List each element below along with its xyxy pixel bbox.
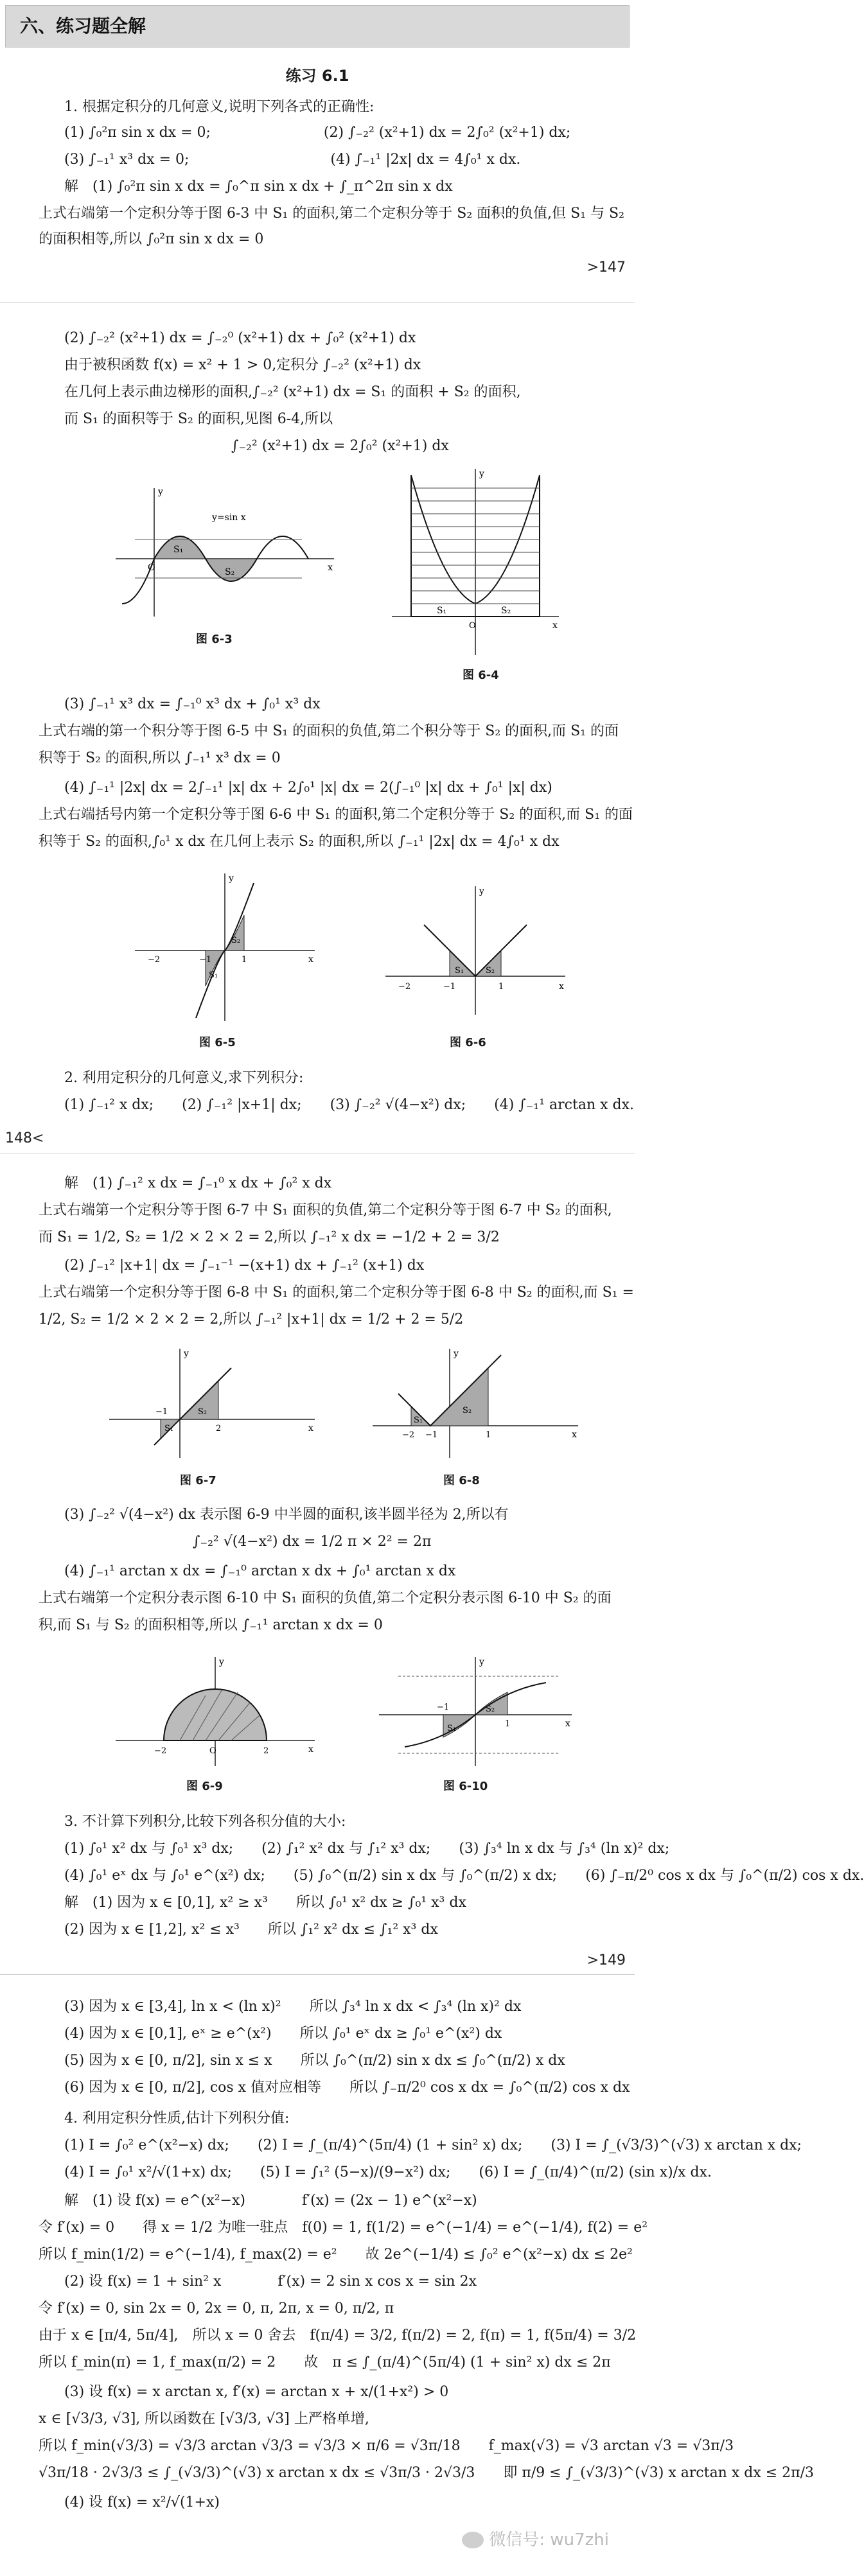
svg-text:S₁: S₁	[437, 606, 447, 616]
svg-text:2: 2	[216, 1424, 222, 1433]
svg-text:1: 1	[486, 1430, 491, 1440]
q1-answer-4a: (4) ∫₋₁¹ |2x| dx = 2∫₋₁¹ |x| dx + 2∫₀¹ |x| dx = 2(∫₋₁⁰ |x| dx + ∫₀¹ |x| dx)	[64, 780, 552, 796]
q1-answer-3a: (3) ∫₋₁¹ x³ dx = ∫₋₁⁰ x³ dx + ∫₀¹ x³ dx	[64, 696, 321, 712]
svg-text:y: y	[219, 1657, 224, 1667]
svg-text:S₂: S₂	[501, 606, 511, 616]
q2-answer-4b: 上式右端第一个定积分表示图 6-10 中 S₁ 面积的负值,第二个定积分表示图 6-10 中 S₂ 的面	[39, 1590, 612, 1606]
svg-text:1: 1	[242, 955, 247, 965]
svg-text:S₁: S₁	[173, 545, 184, 555]
q2-answer-2b: 上式右端第一个定积分等于图 6-8 中 S₁ 的面积,第二个定积分等于图 6-8 中 S₂ 的面积,而 S₁ =	[39, 1284, 634, 1301]
q1-answer-1c: 的面积相等,所以 ∫₀²π sin x dx = 0	[39, 231, 264, 247]
figure-6-4	[385, 462, 565, 662]
q3-items-row1: (1) ∫₀¹ x² dx 与 ∫₀¹ x³ dx; (2) ∫₁² x² dx 与 ∫₁² x³ dx; (3) ∫₃⁴ ln x dx 与 ∫₃⁴ (ln x)² dx;	[64, 1841, 670, 1857]
svg-text:x: x	[308, 1423, 313, 1433]
svg-text:S₂: S₂	[486, 1704, 495, 1714]
q1-items-row1: (1) ∫₀²π sin x dx = 0; (2) ∫₋₂² (x²+1) dx = 2∫₀² (x²+1) dx;	[64, 125, 571, 141]
svg-text:S₁: S₁	[447, 1724, 457, 1733]
q1-items-row2: (3) ∫₋₁¹ x³ dx = 0; (4) ∫₋₁¹ |2x| dx = 4∫₀¹ x dx.	[64, 152, 521, 168]
wechat-watermark	[462, 2527, 609, 2553]
figure-6-6	[379, 880, 572, 1021]
q1-answer-3c: 积等于 S₂ 的面积,所以 ∫₋₁¹ x³ dx = 0	[39, 750, 281, 766]
svg-text:S₁: S₁	[164, 1424, 174, 1433]
svg-text:1: 1	[505, 1719, 511, 1729]
figure-6-10-caption: 图 6-10	[443, 1780, 488, 1793]
q1-answer-2d: 而 S₁ 的面积等于 S₂ 的面积,见图 6-4,所以	[64, 411, 333, 427]
exercise-title: 练习 6.1	[285, 67, 349, 85]
svg-text:S₁: S₁	[209, 970, 218, 980]
figure-6-5	[128, 867, 321, 1028]
q4-answer-2d: 所以 f_min(π) = 1, f_max(π/2) = 2 故 π ≤ ∫_(π/4)^(5π/4) (1 + sin² x) dx ≤ 2π	[39, 2354, 611, 2370]
figure-6-8-caption: 图 6-8	[443, 1474, 480, 1487]
svg-text:S₂: S₂	[231, 936, 241, 945]
svg-text:2: 2	[263, 1746, 269, 1756]
svg-text:S₁: S₁	[455, 966, 464, 976]
q3-answer-3: (3) 因为 x ∈ [3,4], ln x < (ln x)² 所以 ∫₃⁴ ln x dx < ∫₃⁴ (ln x)² dx	[64, 1999, 522, 2015]
figure-6-3-caption: 图 6-3	[196, 633, 233, 646]
svg-text:−1: −1	[425, 1430, 438, 1440]
q1-answer-2b: 由于被积函数 f(x) = x² + 1 > 0,定积分 ∫₋₂² (x²+1) dx	[64, 357, 421, 373]
svg-text:1: 1	[498, 982, 504, 992]
figure-6-7	[103, 1342, 321, 1464]
svg-text:O: O	[148, 563, 155, 573]
q1-answer-2a: (2) ∫₋₂² (x²+1) dx = ∫₋₂⁰ (x²+1) dx + ∫₀² (x²+1) dx	[64, 330, 416, 346]
figure-6-3-curve-label: y=sin x	[212, 513, 246, 523]
q2-answer-2c: 1/2, S₂ = 1/2 × 2 × 2 = 2,所以 ∫₋₁² |x+1| dx = 1/2 + 2 = 5/2	[39, 1311, 464, 1327]
q3-answer-2: (2) 因为 x ∈ [1,2], x² ≤ x³ 所以 ∫₁² x² dx ≤ ∫₁² x³ dx	[64, 1922, 438, 1938]
q4-answer-3b: x ∈ [√3/3, √3], 所以函数在 [√3/3, √3] 上严格单增,	[39, 2411, 369, 2427]
svg-text:x: x	[308, 1744, 313, 1755]
svg-text:x: x	[559, 981, 564, 992]
svg-text:y: y	[158, 487, 163, 497]
svg-text:−1: −1	[199, 955, 212, 965]
svg-text:S₂: S₂	[486, 966, 495, 976]
figure-6-6-caption: 图 6-6	[450, 1036, 486, 1049]
q1-answer-3b: 上式右端的第一个积分等于图 6-5 中 S₁ 的面积的负值,第二个积分等于 S₂ 的面积,而 S₁ 的面	[39, 723, 619, 739]
page-divider	[0, 1974, 635, 1975]
svg-text:y: y	[479, 1657, 484, 1667]
svg-text:−2: −2	[398, 982, 411, 992]
q4-answer-2c: 由于 x ∈ [π/4, 5π/4], 所以 x = 0 舍去 f(π/4) = 3/2, f(π/2) = 2, f(π) = 1, f(5π/4) = 3/2	[39, 2327, 637, 2344]
wechat-icon	[462, 2532, 484, 2548]
q4-prompt: 4. 利用定积分性质,估计下列积分值:	[64, 2110, 290, 2126]
svg-text:S₁: S₁	[414, 1415, 423, 1425]
svg-text:−2: −2	[148, 955, 161, 965]
svg-text:−1: −1	[155, 1407, 168, 1417]
q4-answer-2a: (2) 设 f(x) = 1 + sin² x f′(x) = 2 sin x cos x = sin 2x	[64, 2274, 477, 2290]
q2-answer-4a: (4) ∫₋₁¹ arctan x dx = ∫₋₁⁰ arctan x dx + ∫₀¹ arctan x dx	[64, 1563, 456, 1579]
q4-answer-3a: (3) 设 f(x) = x arctan x, f′(x) = arctan x + x/(1+x²) > 0	[64, 2384, 449, 2400]
q2-answer-2a: (2) ∫₋₁² |x+1| dx = ∫₋₁⁻¹ −(x+1) dx + ∫₋₁² (x+1) dx	[64, 1257, 425, 1274]
svg-text:x: x	[565, 1719, 570, 1729]
q3-answer-5: (5) 因为 x ∈ [0, π/2], sin x ≤ x 所以 ∫₀^(π/2) sin x dx ≤ ∫₀^(π/2) x dx	[64, 2053, 565, 2069]
figure-6-9	[109, 1651, 321, 1773]
watermark-text: 微信号: wu7zhi	[489, 2530, 609, 2550]
q3-answer-1: 解 (1) 因为 x ∈ [0,1], x² ≥ x³ 所以 ∫₀¹ x² dx ≥ ∫₀¹ x³ dx	[64, 1895, 466, 1911]
q4-answer-2b: 令 f′(x) = 0, sin 2x = 0, 2x = 0, π, 2π, x = 0, π/2, π	[39, 2300, 394, 2317]
q2-answer-1b: 上式右端第一个定积分等于图 6-7 中 S₁ 面积的负值,第二个定积分等于图 6-7 中 S₂ 的面积,	[39, 1202, 612, 1218]
q4-answer-1b: 令 f′(x) = 0 得 x = 1/2 为唯一驻点 f(0) = 1, f(1/2) = e^(−1/4) = e^(−1/4), f(2) = e²	[39, 2220, 648, 2236]
q1-answer-4b: 上式右端括号内第一个定积分等于图 6-6 中 S₁ 的面积,第二个定积分等于 S₂ 的面积,而 S₁ 的面	[39, 807, 633, 823]
q4-items-row1: (1) I = ∫₀² e^(x²−x) dx; (2) I = ∫_(π/4)^(5π/4) (1 + sin² x) dx; (3) I = ∫_(√3/3)^(√3) x arctan x dx;	[64, 2137, 802, 2153]
q3-prompt: 3. 不计算下列积分,比较下列各积分值的大小:	[64, 1814, 346, 1830]
svg-text:y: y	[454, 1349, 459, 1359]
page-marker-149: >149	[586, 1952, 626, 1968]
svg-text:x: x	[328, 563, 333, 573]
q2-answer-4c: 积,而 S₁ 与 S₂ 的面积相等,所以 ∫₋₁¹ arctan x dx = 0	[39, 1617, 383, 1633]
svg-text:−1: −1	[443, 982, 456, 992]
q1-answer-4c: 积等于 S₂ 的面积,∫₀¹ x dx 在几何上表示 S₂ 的面积,所以 ∫₋₁¹ |2x| dx = 4∫₀¹ x dx	[39, 834, 560, 850]
figure-6-9-caption: 图 6-9	[186, 1780, 223, 1793]
svg-text:−2: −2	[154, 1746, 167, 1756]
q3-answer-4: (4) 因为 x ∈ [0,1], eˣ ≥ e^(x²) 所以 ∫₀¹ eˣ dx ≥ ∫₀¹ e^(x²) dx	[64, 2026, 502, 2042]
figure-6-7-caption: 图 6-7	[180, 1474, 216, 1487]
q4-answer-3c: 所以 f_min(√3/3) = √3/3 arctan √3/3 = √3/3 × π/6 = √3π/18 f_max(√3) = √3 arctan √3 = √3π/3	[39, 2438, 734, 2454]
svg-text:O: O	[209, 1746, 216, 1756]
svg-text:x: x	[308, 954, 313, 965]
svg-text:S₂: S₂	[198, 1407, 207, 1417]
svg-text:O: O	[469, 621, 476, 631]
q4-answer-1a: 解 (1) 设 f(x) = e^(x²−x) f′(x) = (2x − 1) e^(x²−x)	[64, 2193, 477, 2209]
svg-text:−1: −1	[437, 1703, 450, 1712]
q4-answer-1c: 所以 f_min(1/2) = e^(−1/4), f_max(2) = e² 故 2e^(−1/4) ≤ ∫₀² e^(x²−x) dx ≤ 2e²	[39, 2247, 633, 2263]
page-marker-147: >147	[586, 259, 626, 276]
q1-answer-2e: ∫₋₂² (x²+1) dx = 2∫₀² (x²+1) dx	[231, 438, 449, 454]
figure-6-10	[373, 1651, 578, 1773]
q2-prompt: 2. 利用定积分的几何意义,求下列积分:	[64, 1070, 304, 1086]
section-header-title: 六、练习题全解	[20, 15, 146, 37]
figure-6-5-caption: 图 6-5	[199, 1036, 236, 1049]
svg-text:y: y	[229, 873, 234, 884]
q1-answer-1a: 解 (1) ∫₀²π sin x dx = ∫₀^π sin x dx + ∫_π^2π sin x dx	[64, 179, 453, 195]
q2-answer-1c: 而 S₁ = 1/2, S₂ = 1/2 × 2 × 2 = 2,所以 ∫₋₁² x dx = −1/2 + 2 = 3/2	[39, 1229, 500, 1245]
figure-6-8	[366, 1342, 585, 1464]
svg-text:x: x	[572, 1430, 577, 1440]
svg-text:S₂: S₂	[463, 1406, 472, 1415]
svg-text:x: x	[552, 620, 558, 631]
q1-answer-2c: 在几何上表示曲边梯形的面积,∫₋₂² (x²+1) dx = S₁ 的面积 + S₂ 的面积,	[64, 384, 521, 400]
figure-6-4-caption: 图 6-4	[463, 669, 499, 682]
section-header	[5, 5, 630, 48]
q2-answer-3a: (3) ∫₋₂² √(4−x²) dx 表示图 6-9 中半圆的面积,该半圆半径为 2,所以有	[64, 1507, 509, 1523]
q4-answer-4a: (4) 设 f(x) = x²/√(1+x)	[64, 2494, 220, 2510]
svg-text:y: y	[479, 469, 484, 479]
svg-text:y: y	[184, 1349, 189, 1359]
q1-prompt: 1. 根据定积分的几何意义,说明下列各式的正确性:	[64, 99, 375, 115]
q2-answer-1a: 解 (1) ∫₋₁² x dx = ∫₋₁⁰ x dx + ∫₀² x dx	[64, 1175, 332, 1191]
q2-answer-3b: ∫₋₂² √(4−x²) dx = 1/2 π × 2² = 2π	[193, 1534, 432, 1550]
q1-answer-1b: 上式右端第一个定积分等于图 6-3 中 S₁ 的面积,第二个定积分等于 S₂ 面积的负值,但 S₁ 与 S₂	[39, 206, 624, 222]
svg-text:S₂: S₂	[225, 567, 235, 577]
page-marker-148: 148<	[5, 1130, 44, 1146]
q4-items-row2: (4) I = ∫₀¹ x²/√(1+x) dx; (5) I = ∫₁² (5−x)/(9−x²) dx; (6) I = ∫_(π/4)^(π/2) (sin x)/x dx.	[64, 2164, 712, 2180]
q3-answer-6: (6) 因为 x ∈ [0, π/2], cos x 值对应相等 所以 ∫₋π/2⁰ cos x dx = ∫₀^(π/2) cos x dx	[64, 2080, 630, 2096]
figure-6-3	[109, 475, 340, 623]
svg-text:y: y	[479, 886, 484, 897]
q2-items: (1) ∫₋₁² x dx; (2) ∫₋₁² |x+1| dx; (3) ∫₋₂² √(4−x²) dx; (4) ∫₋₁¹ arctan x dx.	[64, 1097, 635, 1113]
svg-text:−2: −2	[402, 1430, 415, 1440]
q3-items-row2: (4) ∫₀¹ eˣ dx 与 ∫₀¹ e^(x²) dx; (5) ∫₀^(π/2) sin x dx 与 ∫₀^(π/2) x dx; (6) ∫₋π/2⁰ cos x dx 与 ∫₀^(π/2) cos x dx.	[64, 1868, 864, 1884]
q4-answer-3d: √3π/18 · 2√3/3 ≤ ∫_(√3/3)^(√3) x arctan x dx ≤ √3π/3 · 2√3/3 即 π/9 ≤ ∫_(√3/3)^(√3) x arctan x dx ≤ 2π/3	[39, 2465, 815, 2481]
